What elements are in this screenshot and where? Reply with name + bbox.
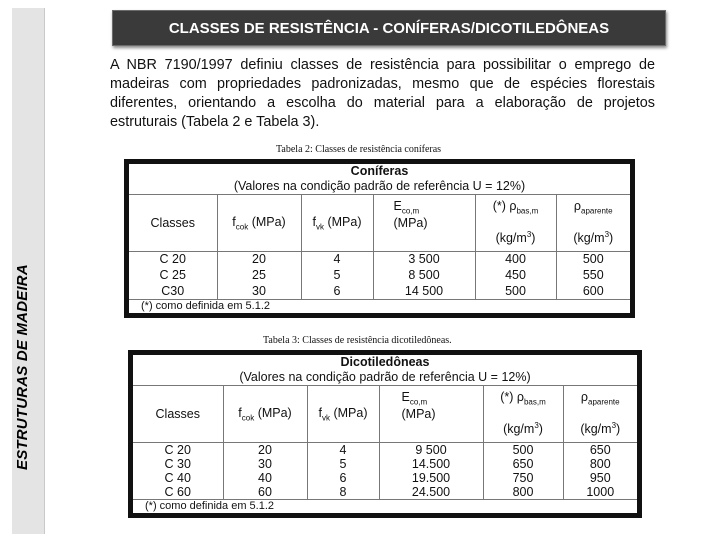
header-exp: 3 <box>604 229 610 239</box>
page-title-text: CLASSES DE RESISTÊNCIA - CONÍFERAS/DICOTILEDÔNEAS <box>168 19 610 37</box>
table2-group-title: Coníferas <box>350 164 409 178</box>
cell-rho-ap: 600 <box>556 283 630 299</box>
cell-classe: C 40 <box>164 470 191 485</box>
header-unit: (MPa) <box>251 214 286 229</box>
table-row <box>133 442 637 457</box>
header-sub: co,m <box>409 397 428 407</box>
header-exp: 3 <box>534 420 539 430</box>
header-unit: (MPa) <box>257 405 292 420</box>
table3-col-fcok <box>223 386 307 442</box>
cell-classe: C 20 <box>159 252 186 267</box>
table3-footnote: (*) como definida em 5.1.2 <box>133 499 637 513</box>
table-row <box>129 267 630 283</box>
header-text: E <box>393 199 402 213</box>
header-unit-close: ) <box>616 421 621 436</box>
cell-fvk: 4 <box>307 442 379 457</box>
header-exp: 3 <box>526 229 532 239</box>
cell-classe: C30 <box>161 284 185 298</box>
cell-fcok: 40 <box>223 471 307 485</box>
header-sub: cok <box>235 222 249 231</box>
header-unit: (kg/m <box>503 421 535 436</box>
header-unit: (MPa) <box>393 215 428 230</box>
cell-fcok: 20 <box>223 442 307 457</box>
header-unit-close: ) <box>531 230 536 245</box>
cell-fvk: 8 <box>307 485 379 499</box>
table3 <box>128 350 642 518</box>
table2-col-classes <box>129 195 217 251</box>
cell-rho-ap: 1000 <box>563 485 637 499</box>
header-unit-close: ) <box>609 230 614 245</box>
table-row <box>129 251 630 267</box>
cell-classe: C 20 <box>164 442 191 457</box>
cell-classe: C 30 <box>164 456 191 471</box>
table-row <box>133 485 637 499</box>
header-sub: cok <box>241 413 255 422</box>
cell-rho-ap: 650 <box>563 442 637 457</box>
table3-col-fvk <box>307 386 379 442</box>
header-text: f <box>238 405 242 420</box>
table3-caption: Tabela 3: Classes de resistência dicotiledôneas. <box>263 335 452 346</box>
header-sub: bas,m <box>523 397 546 407</box>
table-row <box>129 283 630 299</box>
header-sub: aparente <box>581 206 613 216</box>
table3-subtitle: (Valores na condição padrão de referência U = 12%) <box>239 370 531 384</box>
table3-col-classes <box>133 386 223 442</box>
table2-header <box>129 164 630 195</box>
header-unit: (kg/m <box>495 230 527 245</box>
header-text: (*) ρ <box>500 390 524 404</box>
cell-fvk: 6 <box>301 283 373 299</box>
cell-rho-bas: 400 <box>475 251 556 267</box>
header-text: f <box>312 214 316 229</box>
table-row <box>133 471 637 485</box>
table3-col-rho-ap <box>563 386 637 442</box>
table2-col-fcok <box>217 195 301 251</box>
table-row <box>133 457 637 471</box>
table2-subtitle: (Valores na condição padrão de referência U = 12%) <box>233 179 526 193</box>
cell-rho-bas: 450 <box>475 267 556 283</box>
header-unit-close: ) <box>538 421 543 436</box>
header-sub: bas,m <box>516 206 539 216</box>
cell-eco: 19.500 <box>379 471 483 485</box>
cell-rho-bas: 500 <box>475 283 556 299</box>
header-text: Classes <box>150 215 195 230</box>
cell-rho-bas: 650 <box>483 457 563 471</box>
cell-classe: C 25 <box>159 268 186 282</box>
header-unit: (MPa) <box>401 406 436 421</box>
cell-fcok: 30 <box>223 457 307 471</box>
cell-fvk: 5 <box>307 457 379 471</box>
header-unit: (MPa) <box>333 405 368 420</box>
header-sub: aparente <box>588 397 620 407</box>
cell-classe: C 60 <box>164 484 191 499</box>
table3-header <box>133 355 637 386</box>
header-text: ρ <box>580 390 589 404</box>
cell-eco: 9 500 <box>379 442 483 457</box>
table3-col-eco <box>379 386 483 442</box>
table2-col-eco <box>373 195 475 251</box>
page-title <box>112 10 666 46</box>
header-text: Classes <box>155 406 200 421</box>
cell-fcok: 30 <box>217 283 301 299</box>
header-unit: (kg/m <box>580 421 612 436</box>
cell-eco: 14 500 <box>373 283 475 299</box>
cell-fvk: 4 <box>301 251 373 267</box>
table2-footnote: (*) como definida em 5.1.2 <box>129 299 630 313</box>
cell-rho-bas: 500 <box>483 442 563 457</box>
header-sub: vk <box>315 222 324 231</box>
cell-fcok: 20 <box>217 251 301 267</box>
table2-col-fvk <box>301 195 373 251</box>
cell-fcok: 25 <box>217 267 301 283</box>
cell-fcok: 60 <box>223 485 307 499</box>
table3-group-title: Dicotiledôneas <box>340 355 430 369</box>
header-sub: co,m <box>401 206 420 216</box>
cell-rho-bas: 800 <box>483 485 563 499</box>
header-unit: (kg/m <box>573 230 605 245</box>
cell-fvk: 5 <box>301 267 373 283</box>
cell-rho-ap: 800 <box>563 457 637 471</box>
table2-col-rho-bas <box>475 195 556 251</box>
table3-column-headers <box>133 386 637 442</box>
cell-rho-ap: 550 <box>556 267 630 283</box>
table3-grid <box>133 386 637 499</box>
header-unit: (MPa) <box>327 214 362 229</box>
header-sub: vk <box>321 413 330 422</box>
header-text: E <box>401 390 410 404</box>
header-exp: 3 <box>611 420 617 430</box>
table2-grid <box>129 195 630 299</box>
cell-eco: 3 500 <box>373 251 475 267</box>
table2-col-rho-ap <box>556 195 630 251</box>
header-text: (*) ρ <box>492 199 517 213</box>
header-text: f <box>232 214 236 229</box>
cell-eco: 14.500 <box>379 457 483 471</box>
cell-fvk: 6 <box>307 471 379 485</box>
header-text: f <box>318 405 322 420</box>
table2-column-headers <box>129 195 630 251</box>
intro-paragraph: A NBR 7190/1997 definiu classes de resistência para possibilitar o emprego de madeiras com propriedades padronizadas, mesmo que de espécies florestais diferentes, orientando a escolha do material para a elaboração de projetos estruturais (Tabela 2 e Tabela 3). <box>110 57 655 130</box>
header-text: ρ <box>573 199 582 213</box>
cell-rho-ap: 500 <box>556 251 630 267</box>
sidebar-title-text: ESTRUTURAS DE MADEIRA <box>14 264 31 470</box>
cell-rho-ap: 950 <box>563 471 637 485</box>
table2-caption: Tabela 2: Classes de resistência coníferas <box>276 144 442 155</box>
cell-eco: 8 500 <box>373 267 475 283</box>
cell-rho-bas: 750 <box>483 471 563 485</box>
table3-col-rho-bas <box>483 386 563 442</box>
cell-eco: 24.500 <box>379 485 483 499</box>
table2 <box>124 159 635 318</box>
